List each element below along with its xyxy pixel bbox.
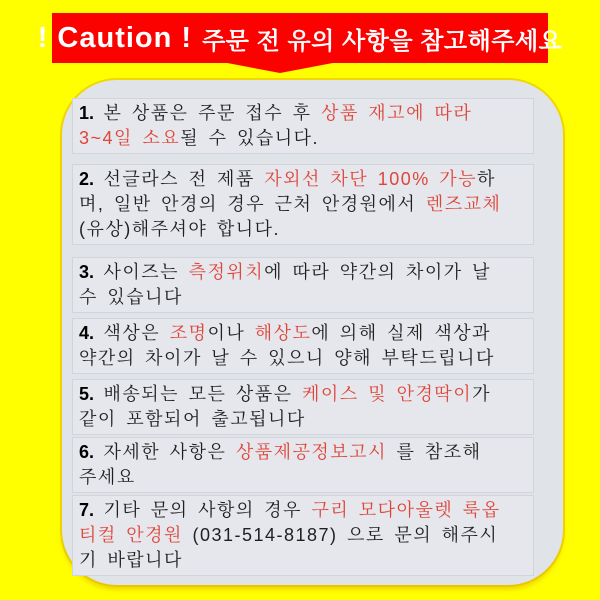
highlighted-text: 3~4일 소요 — [79, 128, 181, 148]
item-text: 에 의해 실제 색상과 — [311, 323, 492, 343]
item-text: 에 따라 약간의 차이가 날 — [264, 262, 492, 282]
banner-pointer-triangle — [222, 62, 338, 73]
highlighted-text: 측정위치 — [188, 262, 265, 282]
notice-item — [72, 98, 534, 154]
notice-line — [79, 321, 527, 346]
item-number: 7. — [79, 500, 95, 520]
item-text: 가 — [472, 384, 492, 404]
notice-line — [79, 167, 527, 192]
notice-item — [72, 379, 534, 435]
highlighted-text: 케이스 및 안경딱이 — [302, 384, 473, 404]
highlighted-text: 자외선 차단 100% 가능 — [264, 169, 478, 189]
item-number: 1. — [79, 103, 95, 123]
item-text: 주세요 — [79, 467, 136, 487]
item-text: 약간의 차이가 날 수 있으니 양해 부탁드립니다 — [79, 348, 495, 368]
notice-line — [79, 217, 527, 242]
notice-line — [79, 382, 527, 407]
item-text: 본 상품은 주문 접수 후 — [94, 103, 322, 123]
notice-line — [79, 285, 527, 310]
notice-line — [79, 192, 527, 217]
notice-item — [72, 164, 534, 245]
item-text: 사이즈는 — [94, 262, 189, 282]
item-number: 5. — [79, 384, 95, 404]
notice-line — [79, 346, 527, 371]
notice-line — [79, 440, 527, 465]
notice-line — [79, 465, 527, 490]
banner-title: 주문 전 유의 사항을 참고해주세요 — [202, 27, 563, 55]
item-text: (유상)해주셔야 합니다. — [79, 219, 280, 239]
item-text: 이나 — [207, 323, 255, 343]
item-text: 기타 문의 사항의 경우 — [94, 500, 312, 520]
item-text: 자세한 사항은 — [94, 442, 236, 462]
item-text: 같이 포함되어 출고됩니다 — [79, 409, 306, 429]
notice-line — [79, 126, 527, 151]
highlighted-text: 티컬 안경원 — [79, 525, 183, 545]
highlighted-text: 렌즈교체 — [425, 194, 502, 214]
item-text: 기 바랍니다 — [79, 550, 183, 570]
item-text: 며, 일반 안경의 경우 근처 안경원에서 — [79, 194, 426, 214]
item-number: 3. — [79, 262, 95, 282]
notice-line — [79, 260, 527, 285]
item-text: (031-514-8187) 으로 문의 해주시 — [182, 525, 499, 545]
highlighted-text: 해상도 — [254, 323, 312, 343]
item-text: 배송되는 모든 상품은 — [94, 384, 303, 404]
item-text: 색상은 — [94, 323, 170, 343]
notice-item — [72, 257, 534, 313]
item-number: 2. — [79, 169, 95, 189]
notice-line — [79, 101, 527, 126]
notice-line — [79, 498, 527, 523]
notice-line — [79, 523, 527, 548]
notice-panel — [62, 80, 563, 585]
item-text: 선글라스 전 제품 — [94, 169, 265, 189]
item-number: 4. — [79, 323, 95, 343]
notice-line — [79, 548, 527, 573]
item-text: 수 있습니다 — [79, 287, 183, 307]
item-text: 하 — [477, 169, 496, 189]
highlighted-text: 조명 — [169, 323, 208, 343]
caution-banner — [37, 13, 563, 63]
item-number: 6. — [79, 442, 95, 462]
highlighted-text: 구리 모다아울렛 룩옵 — [311, 500, 501, 520]
notice-item — [72, 318, 534, 374]
highlighted-text: 상품 재고에 따라 — [321, 103, 473, 123]
notice-item — [72, 437, 534, 493]
item-text: 될 수 있습니다. — [180, 128, 320, 148]
notice-item — [72, 495, 534, 576]
caution-label: ! Caution ! — [37, 21, 193, 54]
notice-line — [79, 407, 527, 432]
highlighted-text: 상품제공정보고시 — [235, 442, 387, 462]
item-text: 를 참조해 — [386, 442, 482, 462]
